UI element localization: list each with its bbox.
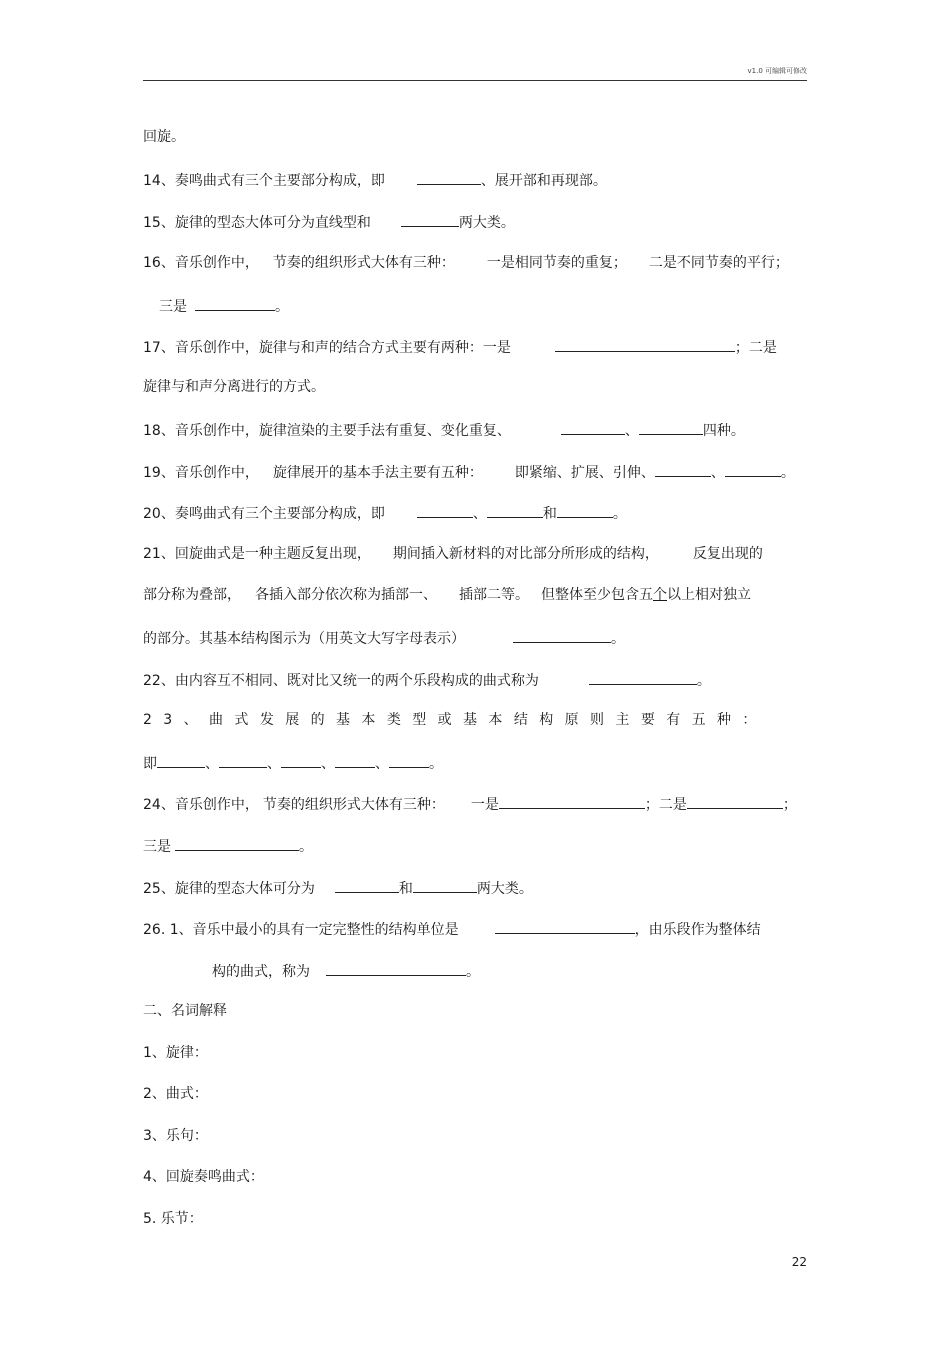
question-22: 22、由内容互不相同、既对比又统一的两个乐段构成的曲式称为 。 xyxy=(143,670,711,690)
answer-blank[interactable] xyxy=(557,503,613,518)
question-26-cont: 构的曲式，称为 。 xyxy=(212,961,480,981)
question-20: 20、奏鸣曲式有三个主要部分构成，即 、 和 。 xyxy=(143,503,627,523)
answer-blank[interactable] xyxy=(413,878,477,893)
answer-blank[interactable] xyxy=(175,836,299,851)
answer-blank[interactable] xyxy=(326,961,466,976)
answer-blank[interactable] xyxy=(589,670,697,685)
answer-blank[interactable] xyxy=(561,420,625,435)
answer-blank[interactable] xyxy=(417,170,481,185)
answer-blank[interactable] xyxy=(499,794,645,809)
answer-blank[interactable] xyxy=(219,753,267,768)
question-18: 18、音乐创作中，旋律渲染的主要手法有重复、变化重复、 、 四种。 xyxy=(143,420,745,440)
line-continuation: 回旋。 xyxy=(143,129,185,145)
answer-blank[interactable] xyxy=(555,337,735,352)
term-4: 4、回旋奏鸣曲式： xyxy=(143,1169,264,1185)
answer-blank[interactable] xyxy=(495,919,635,934)
term-1: 1、旋律： xyxy=(143,1045,208,1061)
question-15: 15、旋律的型态大体可分为直线型和 两大类。 xyxy=(143,212,515,232)
answer-blank[interactable] xyxy=(281,753,321,768)
answer-blank[interactable] xyxy=(487,503,543,518)
answer-blank[interactable] xyxy=(389,753,429,768)
answer-blank[interactable] xyxy=(639,420,703,435)
question-24-cont: 三是 。 xyxy=(143,836,313,856)
term-5: 5. 乐节： xyxy=(143,1211,203,1227)
answer-blank[interactable] xyxy=(335,753,375,768)
answer-blank[interactable] xyxy=(401,212,459,227)
page-number: 22 xyxy=(791,1255,807,1269)
question-14: 14、奏鸣曲式有三个主要部分构成，即 、展开部和再现部。 xyxy=(143,170,607,190)
question-23: 23、曲式发展的基本类型或基本结构原则主要有五种： xyxy=(143,712,768,728)
question-24: 24、音乐创作中， 节奏的组织形式大体有三种： 一是 ；二是 ； xyxy=(143,794,797,814)
answer-blank[interactable] xyxy=(687,794,783,809)
answer-blank[interactable] xyxy=(157,753,205,768)
question-21: 21、回旋曲式是一种主题反复出现， 期间插入新材料的对比部分所形成的结构， 反复出现的 xyxy=(143,546,763,562)
header-divider xyxy=(143,80,807,81)
term-2: 2、曲式： xyxy=(143,1086,208,1102)
answer-blank[interactable] xyxy=(335,878,399,893)
question-19: 19、音乐创作中， 旋律展开的基本手法主要有五种： 即紧缩、扩展、引伸、 、 。 xyxy=(143,462,795,482)
question-21-cont2: 的部分。其基本结构图示为（用英文大写字母表示） 。 xyxy=(143,628,625,648)
answer-blank[interactable] xyxy=(725,462,781,477)
question-16: 16、音乐创作中， 节奏的组织形式大体有三种： 一是相同节奏的重复； 二是不同节奏的平行； xyxy=(143,255,789,271)
question-23-cont: 即 、 、 、 、 。 xyxy=(143,753,443,773)
answer-blank[interactable] xyxy=(655,462,711,477)
term-3: 3、乐句： xyxy=(143,1128,208,1144)
question-25: 25、旋律的型态大体可分为 和 两大类。 xyxy=(143,878,533,898)
answer-blank[interactable] xyxy=(417,503,473,518)
question-17: 17、音乐创作中，旋律与和声的结合方式主要有两种：一是 ；二是 xyxy=(143,337,777,357)
header-version-text: v1.0 可编辑可修改 xyxy=(747,67,807,75)
question-26: 26. 1、音乐中最小的具有一定完整性的结构单位是 ，由乐段作为整体结 xyxy=(143,919,761,939)
question-17-cont: 旋律与和声分离进行的方式。 xyxy=(143,379,325,395)
question-21-cont: 部分称为叠部， 各插入部分依次称为插部一、 插部二等。 但整体至少包含五个以上相对独立 xyxy=(143,587,751,603)
question-16-cont: 三是 。 xyxy=(159,296,289,316)
answer-blank[interactable] xyxy=(195,296,275,311)
answer-blank[interactable] xyxy=(513,628,611,643)
section-title-term-definitions: 二、名词解释 xyxy=(143,1003,227,1019)
